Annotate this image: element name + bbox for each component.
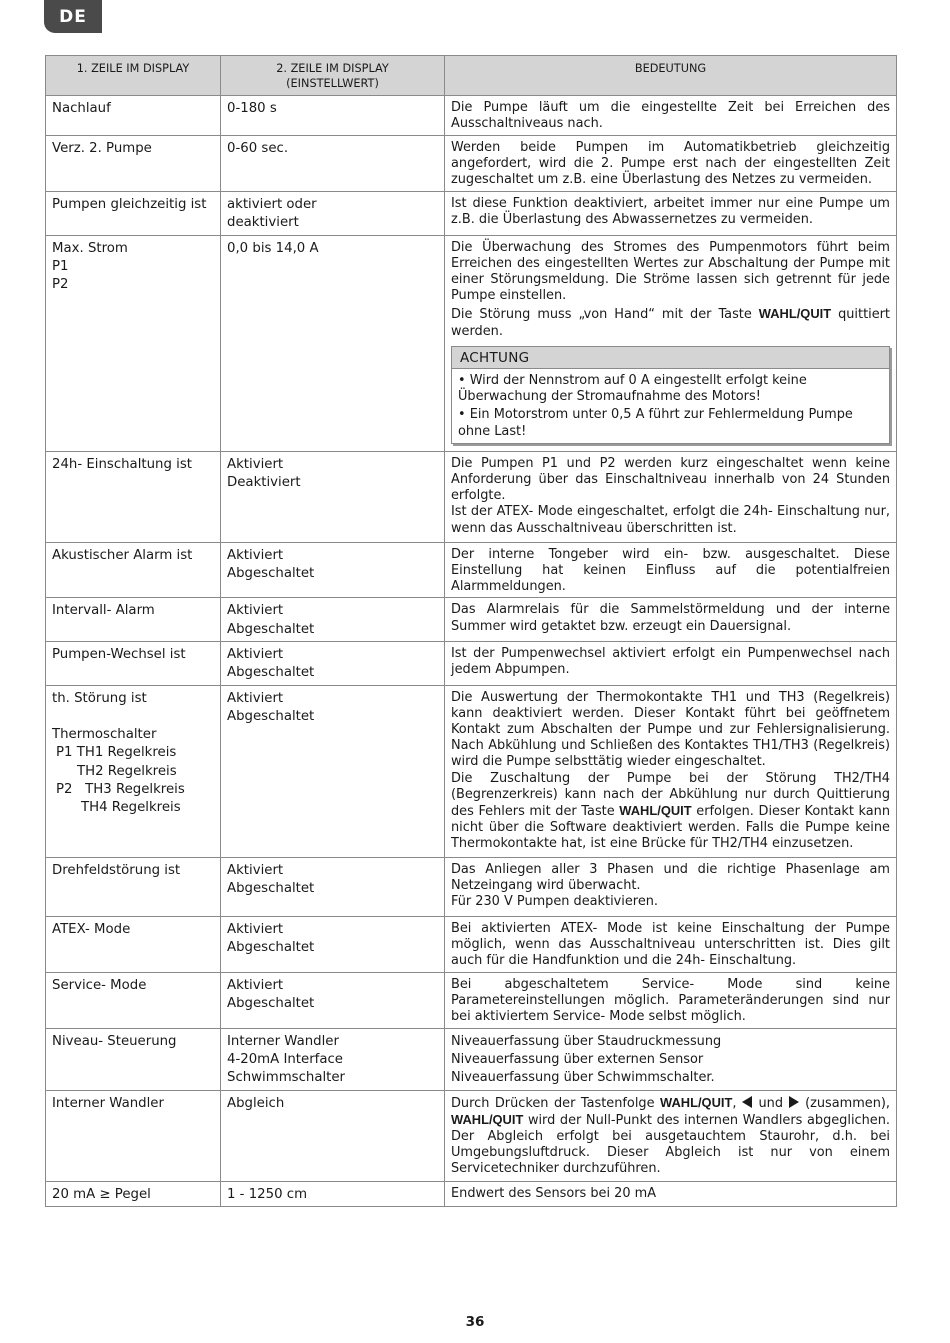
name-line: TH4 Regelkreis xyxy=(81,800,181,816)
column-header-display-line-2 xyxy=(221,56,445,96)
parameter-description: Der interne Tongeber wird ein- bzw. ausgeschaltet. Diese Einstellung hat keinen Einfluss auf die potentialfreien Alarmmeldungen. xyxy=(445,542,897,598)
parameter-name: Intervall- Alarm xyxy=(46,598,221,642)
description-line: Niveauerfassung über Schwimmschalter. xyxy=(451,1070,715,1086)
parameter-name: Pumpen gleichzeitig ist xyxy=(46,192,221,236)
parameter-name xyxy=(46,685,221,857)
parameter-value xyxy=(221,685,445,857)
value-line: Aktiviert xyxy=(227,977,284,993)
table-row xyxy=(46,136,897,192)
description-paragraph xyxy=(451,771,890,853)
description-line: Niveauerfassung über externen Sensor xyxy=(451,1051,704,1067)
parameter-name: Interner Wandler xyxy=(46,1090,221,1181)
description-paragraph: Das Anliegen aller 3 Phasen und die richtige Phasenlage am Netzeingang wird überwacht. xyxy=(451,861,890,893)
triangle-right-icon xyxy=(789,1096,800,1108)
name-line: Max. Strom xyxy=(52,240,128,256)
description-text: Die Störung muss „von Hand“ mit der Taste xyxy=(451,307,752,323)
parameter-value xyxy=(221,972,445,1028)
table-row xyxy=(46,542,897,598)
warning-item: • Wird der Nennstrom auf 0 A eingestellt erfolgt keine Überwachung der Stromaufnahme des Motors! xyxy=(458,373,807,405)
parameter-value: 0-60 sec. xyxy=(221,136,445,192)
value-line: Aktiviert xyxy=(227,603,284,619)
parameter-description: Das Alarmrelais für die Sammelstörmeldung und der interne Summer wird getaktet bzw. erzeugt ein Dauersignal. xyxy=(445,598,897,642)
table-row xyxy=(46,916,897,972)
table-row xyxy=(46,685,897,857)
parameter-name: Nachlauf xyxy=(46,96,221,136)
name-line: P1 TH1 Regelkreis xyxy=(56,745,177,761)
value-line: 4-20mA Interface xyxy=(227,1051,343,1067)
value-line: Abgeschaltet xyxy=(227,880,315,896)
parameter-value xyxy=(221,1028,445,1090)
description-paragraph: Die Auswertung der Thermokontakte TH1 und TH3 (Regelkreis) kann deaktiviert werden. Dieser Kontakt führt bei geöffnetem Kontakt zum Abschalten der Pumpe und zur Fehlersignalisierung. Nach Abkühlung und Schließen des Kontaktes TH1/TH3 (Regelkreis) wird die Pumpe selbsttätig wieder eingeschaltet. xyxy=(451,689,890,770)
name-line: P1 xyxy=(52,258,69,274)
value-line: Abgeschaltet xyxy=(227,621,315,637)
value-line: deaktiviert xyxy=(227,215,299,231)
table-header-row xyxy=(46,56,897,96)
language-tab: DE xyxy=(44,0,102,33)
parameter-name: Service- Mode xyxy=(46,972,221,1028)
warning-item: • Ein Motorstrom unter 0,5 A führt zur Fehlermeldung Pumpe ohne Last! xyxy=(458,407,853,439)
table-row xyxy=(46,857,897,916)
value-line: Aktiviert xyxy=(227,690,284,706)
name-line: TH2 Regelkreis xyxy=(77,763,177,779)
key-label-wahl-quit: WAHL/QUIT xyxy=(451,1111,524,1127)
value-line: Abgeschaltet xyxy=(227,939,315,955)
description-text: erfolgen. Dieser Kontakt kann nicht über die Software deaktiviert werden. Falls die Pumpe keine Thermokontakte hat, ist eine Brücke für TH2/TH4 einzusetzen. xyxy=(451,804,890,852)
column-header-display-line-1: 1. ZEILE IM DISPLAY xyxy=(46,56,221,96)
column-header-line: (EINSTELLWERT) xyxy=(286,77,379,90)
name-line: th. Störung ist xyxy=(52,690,147,706)
parameter-name: 20 mA ≥ Pegel xyxy=(46,1181,221,1206)
parameter-value: Abgleich xyxy=(221,1090,445,1181)
parameter-name: 24h- Einschaltung ist xyxy=(46,451,221,542)
parameter-description xyxy=(445,857,897,916)
column-header-line: 2. ZEILE IM DISPLAY xyxy=(276,62,389,75)
table-row xyxy=(46,235,897,451)
description-paragraph: Die Überwachung des Stromes des Pumpenmotors führt beim Erreichen des eingestellten Wertes zur Abschaltung der Pumpe mit einer Störungsmeldung. Die Ströme lassen sich getrennt für jede Pumpe einstellen. xyxy=(451,239,890,304)
description-paragraph: Die Pumpen P1 und P2 werden kurz eingeschaltet wenn keine Anforderung über das Einschaltniveau innerhalb von 24 Stunden erfolgte. xyxy=(451,455,890,504)
parameter-description xyxy=(445,1090,897,1181)
parameter-value xyxy=(221,598,445,642)
value-line: Schwimmschalter xyxy=(227,1070,346,1086)
parameter-value xyxy=(221,542,445,598)
description-paragraph: Für 230 V Pumpen deaktivieren. xyxy=(451,894,659,910)
table-row xyxy=(46,1028,897,1090)
value-line: Aktiviert xyxy=(227,456,284,472)
name-line: P2 xyxy=(52,277,69,293)
table-row xyxy=(46,642,897,686)
parameter-description xyxy=(445,451,897,542)
description-line: Niveauerfassung über Staudruckmessung xyxy=(451,1033,722,1049)
parameter-description: Bei abgeschaltetem Service- Mode sind keine Parametereinstellungen möglich. Parameteränderungen sind nur bei aktiviertem Service- Mode selbst möglich. xyxy=(445,972,897,1028)
parameter-description: Werden beide Pumpen im Automatikbetrieb gleichzeitig angefordert, wird die 2. Pumpe erst nach der eingestellten Zeit zugeschaltet um z.B. eine Überlastung des Netzes zu vermeiden. xyxy=(445,136,897,192)
page-number: 36 xyxy=(465,1314,485,1330)
table-row xyxy=(46,598,897,642)
table-row xyxy=(46,192,897,236)
description-text: und xyxy=(758,1095,784,1111)
table-row xyxy=(46,96,897,136)
parameter-description xyxy=(445,685,897,857)
triangle-left-icon xyxy=(742,1096,753,1108)
parameter-value xyxy=(221,857,445,916)
value-line: Abgeschaltet xyxy=(227,665,315,681)
parameter-name xyxy=(46,235,221,451)
description-text: (zusammen), xyxy=(805,1095,890,1111)
value-line: Abgeschaltet xyxy=(227,566,315,582)
parameter-value xyxy=(221,916,445,972)
parameter-description: Ist der Pumpenwechsel aktiviert erfolgt ein Pumpenwechsel nach jedem Abpumpen. xyxy=(445,642,897,686)
value-line: Abgeschaltet xyxy=(227,995,315,1011)
parameter-value xyxy=(221,642,445,686)
name-line: Thermoschalter xyxy=(52,726,157,742)
parameter-value xyxy=(221,451,445,542)
description-paragraph xyxy=(451,306,890,339)
parameter-name: Verz. 2. Pumpe xyxy=(46,136,221,192)
parameter-value: 1 - 1250 cm xyxy=(221,1181,445,1206)
value-line: Abgeschaltet xyxy=(227,708,315,724)
table-row xyxy=(46,972,897,1028)
description-text: wird der Null-Punkt des internen Wandlers abgeglichen. Der Abgleich erfolgt bei ausgetauchtem Staurohr, d.h. bei Umgebungsluftdruck. Dieser Abgleich ist nur von einem Servicetechniker durchzuführen. xyxy=(451,1112,890,1177)
value-line: Aktiviert xyxy=(227,921,284,937)
parameter-value: 0,0 bis 14,0 A xyxy=(221,235,445,451)
value-line: Deaktiviert xyxy=(227,475,301,491)
parameter-description xyxy=(445,1028,897,1090)
parameter-name: Pumpen-Wechsel ist xyxy=(46,642,221,686)
parameter-name: Drehfeldstörung ist xyxy=(46,857,221,916)
value-line: aktiviert oder xyxy=(227,197,317,212)
parameter-description: Die Pumpe läuft um die eingestellte Zeit bei Erreichen des Ausschaltniveaus nach. xyxy=(445,96,897,136)
parameter-description: Endwert des Sensors bei 20 mA xyxy=(445,1181,897,1206)
key-label-wahl-quit: WAHL/QUIT xyxy=(758,306,832,322)
parameter-table xyxy=(45,55,897,1207)
description-text: Durch Drücken der Tastenfolge xyxy=(451,1095,655,1111)
parameter-value xyxy=(221,192,445,236)
column-header-meaning: BEDEUTUNG xyxy=(445,56,897,96)
table-row xyxy=(46,1090,897,1181)
description-text: Die Zuschaltung der Pumpe bei der Störung TH2/TH4 (Begrenzerkreis) kann nach der Abkühlung nur durch Quittierung des Fehlers mit der Taste xyxy=(451,770,890,820)
warning-body xyxy=(452,369,889,443)
parameter-description: Ist diese Funktion deaktiviert, arbeitet immer nur eine Pumpe um z.B. die Überlastung des Abwassernetzes zu vermeiden. xyxy=(445,192,897,236)
warning-box xyxy=(451,346,890,444)
table-row xyxy=(46,451,897,542)
warning-title: ACHTUNG xyxy=(452,347,889,369)
value-line: Aktiviert xyxy=(227,647,284,663)
value-line: Interner Wandler xyxy=(227,1033,339,1049)
parameter-name: Akustischer Alarm ist xyxy=(46,542,221,598)
description-text: , xyxy=(732,1095,737,1111)
parameter-name: ATEX- Mode xyxy=(46,916,221,972)
key-label-wahl-quit: WAHL/QUIT xyxy=(660,1094,733,1110)
parameter-description: Bei aktivierten ATEX- Mode ist keine Einschaltung der Pumpe möglich, wenn das Ausschaltniveau unterschritten ist. Dies gilt auch für die Handfunktion und die 24h- Einschaltung. xyxy=(445,916,897,972)
name-line: P2 TH3 Regelkreis xyxy=(56,781,185,797)
parameter-name: Niveau- Steuerung xyxy=(46,1028,221,1090)
value-line: Aktiviert xyxy=(227,547,284,563)
parameter-description xyxy=(445,235,897,451)
parameter-value: 0-180 s xyxy=(221,96,445,136)
value-line: Aktiviert xyxy=(227,862,284,878)
table-row xyxy=(46,1181,897,1206)
key-label-wahl-quit: WAHL/QUIT xyxy=(619,803,692,819)
description-paragraph: Ist der ATEX- Mode eingeschaltet, erfolgt die 24h- Einschaltung nur, wenn das Ausschaltniveau überschritten ist. xyxy=(451,504,890,536)
description-text: quittiert werden. xyxy=(451,307,890,339)
